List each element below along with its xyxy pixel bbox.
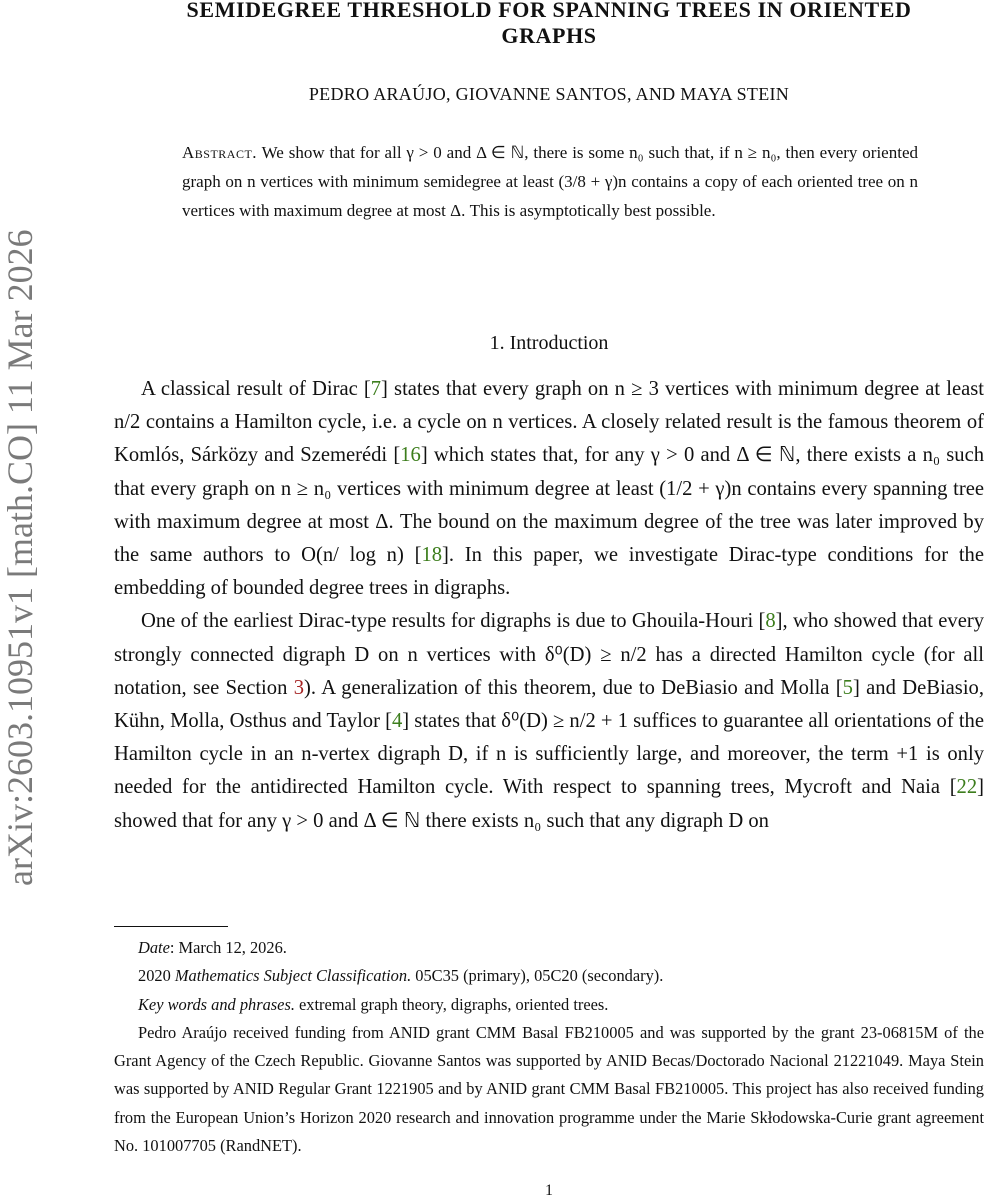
date-label: Date	[138, 938, 170, 957]
footnote-date	[114, 934, 984, 962]
paragraph-1	[114, 373, 984, 605]
title-line-1: SEMIDEGREE THRESHOLD FOR SPANNING TREES IN ORIENTED	[186, 0, 912, 22]
text-run: One of the earliest Dirac-type results for digraphs is due to Ghouila-Houri [	[141, 610, 766, 633]
paragraph-2	[114, 605, 984, 837]
text-run: ] states that δ⁰(D) ≥ n/2 + 1 suffices to guarantee all orientations of the Hamilton cycle in an n-vertex digraph D, if n is sufficiently large, and moreover, the term +1 is only needed for the antidirected Hamilton cycle. With respect to spanning trees, Mycroft and Naia [	[114, 710, 984, 799]
text-run: ] states that every graph on n ≥ 3 vertices with minimum degree at least n/2 contains a Hamilton cycle, i.e. a cycle on n vertices. A closely related result is the famous theorem of Komlós, Sárközy and Szemerédi [	[114, 378, 984, 467]
text-run: ] showed that for any γ > 0 and Δ ∈ ℕ there exists n₀ such that any digraph D on	[114, 776, 984, 832]
citation-link[interactable]: 4	[391, 710, 403, 733]
arxiv-stamp: arXiv:2603.10951v1 [math.CO] 11 Mar 2026	[0, 229, 40, 887]
text-run: ] and DeBiasio, Kühn, Molla, Osthus and Taylor [	[114, 676, 984, 733]
abstract-label: Abstract.	[182, 143, 258, 162]
abstract-text: We show that for all γ > 0 and Δ ∈ ℕ, there is some n₀ such that, if n ≥ n₀, then every oriented graph on n vertices with minimum semidegree at least (3/8 + γ)n contains a copy of each oriented tree on n vertices with maximum degree at most Δ. This is asymptotically best possible.	[182, 143, 918, 220]
text-run: ] which states that, for any γ > 0 and Δ ∈ ℕ, there exists a n₀ such that every graph on n ≥ n₀ vertices with minimum degree at least (1/2 + γ)n contains every spanning tree with maximum degree at most Δ. The bound on the maximum degree of the tree was later improved by the same authors to O(n/ log n) [	[114, 444, 984, 567]
introduction-body	[114, 373, 984, 838]
author-list: PEDRO ARAÚJO, GIOVANNE SANTOS, AND MAYA STEIN	[308, 84, 790, 104]
text-run: ). A generalization of this theorem, due to DeBiasio and Molla [	[304, 676, 843, 699]
text-run: ]. In this paper, we investigate Dirac-type conditions for the embedding of bounded degree trees in digraphs.	[114, 544, 984, 600]
section-heading: 1. Introduction	[489, 332, 609, 354]
section-link[interactable]: 3	[293, 676, 305, 699]
abstract	[182, 138, 918, 225]
paper-title	[114, 0, 984, 49]
msc-value: 05C35 (primary), 05C20 (secondary).	[411, 966, 664, 986]
msc-year: 2020	[138, 966, 175, 986]
footnote-funding: Pedro Araújo received funding from ANID grant CMM Basal FB210005 and was supported by the grant 23-06815M of the Grant Agency of the Czech Republic. Giovanne Santos was supported by ANID Becas/Doctorado Nacional 21221049. Maya Stein was supported by ANID Regular Grant 1221905 and by ANID grant CMM Basal FB210005. This project has also received funding from the European Union’s Horizon 2020 research and innovation programme under the Marie Skłodowska-Curie grant agreement No. 101007705 (RandNET).	[114, 1022, 984, 1156]
text-run: ], who showed that every strongly connected digraph D on n vertices with δ⁰(D) ≥ n/2 has a directed Hamilton cycle (for all notation, see Section	[114, 610, 984, 699]
citation-link[interactable]: 5	[842, 676, 853, 699]
keywords-label: Key words and phrases.	[138, 994, 295, 1014]
msc-label: Mathematics Subject Classification.	[174, 966, 412, 986]
footnote-divider	[114, 926, 228, 927]
footnote-msc	[114, 962, 984, 990]
footnote-keywords	[114, 991, 984, 1019]
citation-link[interactable]: 16	[400, 444, 421, 467]
citation-link[interactable]: 22	[956, 776, 978, 799]
citation-link[interactable]: 18	[421, 544, 443, 567]
keywords-value: extremal graph theory, digraphs, oriented trees.	[294, 994, 609, 1014]
date-value: : March 12, 2026.	[169, 938, 287, 957]
title-line-2: GRAPHS	[501, 23, 597, 48]
page-number: 1	[545, 1182, 553, 1199]
citation-link[interactable]: 8	[765, 610, 776, 633]
text-run: A classical result of Dirac [	[141, 378, 371, 400]
citation-link[interactable]: 7	[370, 378, 382, 400]
footnotes	[114, 934, 984, 1160]
